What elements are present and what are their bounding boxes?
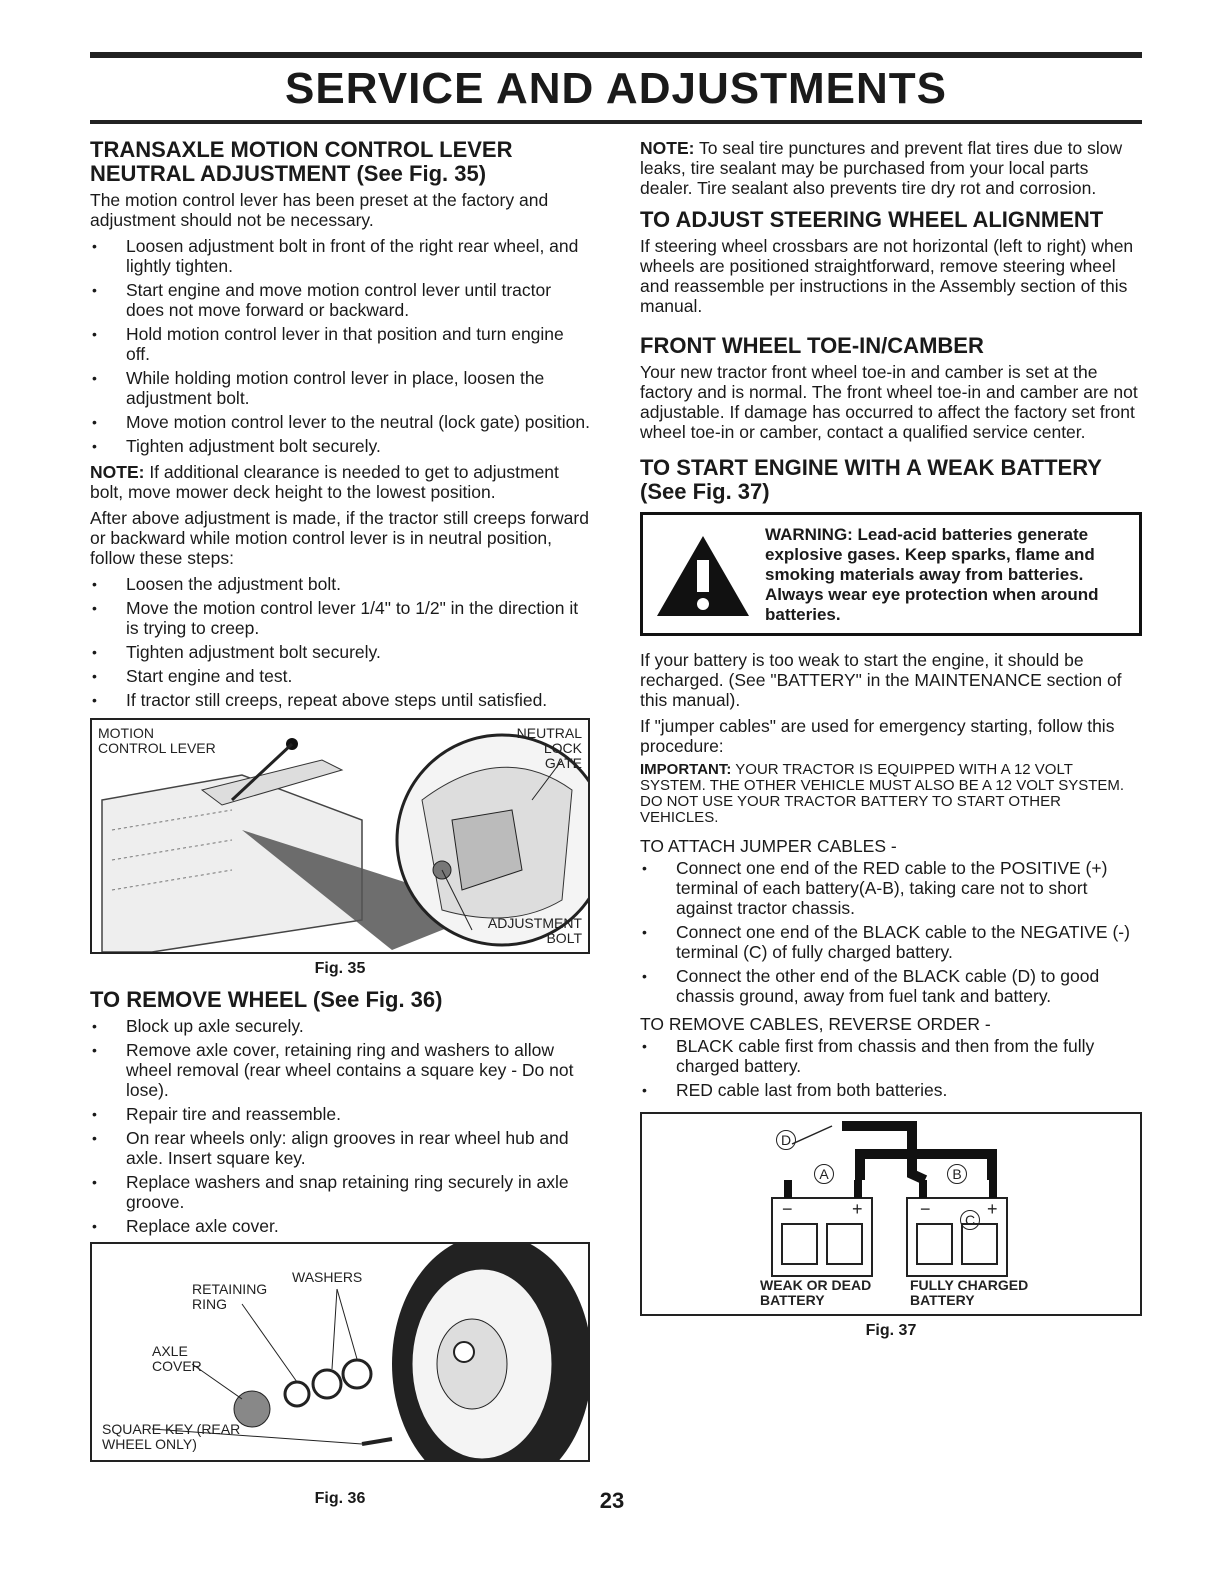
list-item: • BLACK cable first from chassis and then from the fully charged battery.: [640, 1036, 1142, 1076]
note-label: NOTE:: [640, 138, 695, 158]
battery-letter-d: D: [776, 1130, 796, 1150]
list-item: • Tighten adjustment bolt securely.: [90, 642, 590, 662]
list-item: • Tighten adjustment bolt securely.: [90, 436, 590, 456]
label-neutral-lock-gate: NEUTRAL LOCK GATE: [516, 725, 582, 771]
figure-35: [90, 718, 590, 954]
label-washers: WASHERS: [292, 1269, 363, 1285]
list-item: • Start engine and test.: [90, 666, 590, 686]
transaxle-intro: The motion control lever has been preset at the factory and adjustment should not be necessary.: [90, 190, 549, 230]
list-item: • On rear wheels only: align grooves in rear wheel hub and axle. Insert square key.: [90, 1128, 590, 1168]
remove-heading: TO REMOVE CABLES, REVERSE ORDER -: [640, 1014, 991, 1034]
label-fully-charged: FULLY CHARGED BATTERY: [910, 1277, 1029, 1308]
weak-battery-plus: +: [852, 1199, 863, 1219]
transaxle-after: After above adjustment is made, if the tractor still creeps forward or backward while motion control lever is in neutral position, follow these steps:: [90, 508, 589, 568]
label-adjustment-bolt: ADJUSTMENT BOLT: [487, 915, 582, 946]
list-item: • Replace washers and snap retaining ring securely in axle groove.: [90, 1172, 590, 1212]
title-underline: [90, 120, 1142, 124]
attach-heading: TO ATTACH JUMPER CABLES -: [640, 836, 897, 856]
jumper-cable-illustration: [642, 1114, 1140, 1314]
transaxle-note: [90, 462, 590, 502]
list-item: • Block up axle securely.: [90, 1016, 590, 1036]
list-item: • Move the motion control lever 1/4" to 1/2" in the direction it is trying to creep.: [90, 598, 590, 638]
list-item: • Start engine and move motion control lever until tractor does not move forward or backward.: [90, 280, 590, 320]
battery-p1: If your battery is too weak to start the engine, it should be recharged. (See "BATTERY" in the MAINTENANCE section of this manual).: [640, 650, 1122, 710]
important-note: [640, 762, 1142, 826]
warning-icon: [653, 532, 753, 618]
list-item: • Remove axle cover, retaining ring and washers to allow wheel removal (rear wheel contains a square key - Do not lose).: [90, 1040, 590, 1100]
label-square-key: SQUARE KEY (REAR WHEEL ONLY): [102, 1421, 241, 1452]
note-text: If additional clearance is needed to get to adjustment bolt, move mower deck height to the lowest position.: [90, 462, 559, 502]
label-axle-cover: AXLE COVER: [152, 1343, 202, 1374]
battery-letter-b: B: [947, 1164, 967, 1184]
figure-36: [90, 1242, 590, 1462]
remove-steps: [640, 1036, 1142, 1100]
list-item: • RED cable last from both batteries.: [640, 1080, 1142, 1100]
important-text: YOUR TRACTOR IS EQUIPPED WITH A 12 VOLT SYSTEM. THE OTHER VEHICLE MUST ALSO BE A 12 VOLT SYSTEM. DO NOT USE YOUR TRACTOR BATTERY TO START OTHER VEHICLES.: [640, 761, 1125, 826]
list-item: • While holding motion control lever in place, loosen the adjustment bolt.: [90, 368, 590, 408]
list-item: • Move motion control lever to the neutral (lock gate) position.: [90, 412, 590, 432]
list-item: • Loosen adjustment bolt in front of the right rear wheel, and lightly tighten.: [90, 236, 590, 276]
weak-battery-minus: −: [782, 1199, 793, 1219]
attach-steps: [640, 858, 1142, 1006]
list-item: • Loosen the adjustment bolt.: [90, 574, 590, 594]
full-battery-plus: +: [987, 1199, 998, 1219]
left-column: [90, 138, 590, 1462]
remove-wheel-steps: [90, 1016, 590, 1236]
sealant-note: [640, 138, 1142, 198]
steering-text: If steering wheel crossbars are not horizontal (left to right) when wheels are positioned straightforward, remove steering wheel and reassemble per instructions in the Assembly section of this manual.: [640, 236, 1134, 316]
page-number: 23: [599, 1488, 625, 1513]
list-item: • Repair tire and reassemble.: [90, 1104, 590, 1124]
toe-heading: FRONT WHEEL TOE-IN/CAMBER: [640, 333, 984, 358]
list-item: • Replace axle cover.: [90, 1216, 590, 1236]
right-column: [640, 138, 1142, 1350]
figure-36-caption: Fig. 36: [314, 1490, 366, 1507]
transaxle-steps: [90, 236, 590, 456]
figure-37-caption: Fig. 37: [865, 1322, 917, 1339]
label-retaining-ring: RETAINING RING: [192, 1281, 268, 1312]
label-weak-battery: WEAK OR DEAD BATTERY: [760, 1277, 872, 1308]
steering-heading: TO ADJUST STEERING WHEEL ALIGNMENT: [640, 207, 1104, 232]
list-item: • Connect one end of the BLACK cable to the NEGATIVE (-) terminal (C) of fully charged battery.: [640, 922, 1142, 962]
important-label: IMPORTANT:: [640, 761, 732, 778]
list-item: • Connect the other end of the BLACK cable (D) to good chassis ground, away from fuel tank and battery.: [640, 966, 1142, 1006]
list-item: • If tractor still creeps, repeat above steps until satisfied.: [90, 690, 590, 710]
top-rule: [90, 52, 1142, 58]
transaxle-heading: TRANSAXLE MOTION CONTROL LEVER NEUTRAL ADJUSTMENT (See Fig. 35): [90, 137, 513, 186]
warning-text: WARNING: Lead-acid batteries generate explosive gases. Keep sparks, flame and smoking materials away from batteries. Always wear eye protection when around batteries.: [765, 525, 1099, 624]
transaxle-steps-2: [90, 574, 590, 710]
list-item: • Connect one end of the RED cable to the POSITIVE (+) terminal of each battery(A-B), taking care not to short against tractor chassis.: [640, 858, 1142, 918]
note-text: To seal tire punctures and prevent flat tires due to slow leaks, tire sealant may be purchased from your local parts dealer. Tire sealant also prevents tire dry rot and corrosion.: [640, 138, 1123, 198]
list-item: • Hold motion control lever in that position and turn engine off.: [90, 324, 590, 364]
toe-text: Your new tractor front wheel toe-in and camber is set at the factory and is normal. The front wheel toe-in and camber are not adjustable. If damage has occurred to affect the factory set front wheel toe-in or camber, contact a qualified service center.: [640, 362, 1138, 442]
figure-37: [640, 1112, 1142, 1316]
battery-letter-a: A: [814, 1164, 834, 1184]
figure-35-caption: Fig. 35: [314, 960, 366, 977]
remove-wheel-heading: TO REMOVE WHEEL (See Fig. 36): [90, 987, 443, 1012]
warning-box: [640, 512, 1142, 636]
battery-p2: If "jumper cables" are used for emergency starting, follow this procedure:: [640, 716, 1115, 756]
page-title: SERVICE AND ADJUSTMENTS: [285, 64, 947, 113]
note-label: NOTE:: [90, 462, 145, 482]
full-battery-minus: −: [920, 1199, 931, 1219]
battery-heading: TO START ENGINE WITH A WEAK BATTERY (See Fig. 37): [640, 455, 1102, 504]
battery-letter-c: C: [960, 1210, 980, 1230]
label-motion-control-lever: MOTION CONTROL LEVER: [98, 725, 216, 756]
